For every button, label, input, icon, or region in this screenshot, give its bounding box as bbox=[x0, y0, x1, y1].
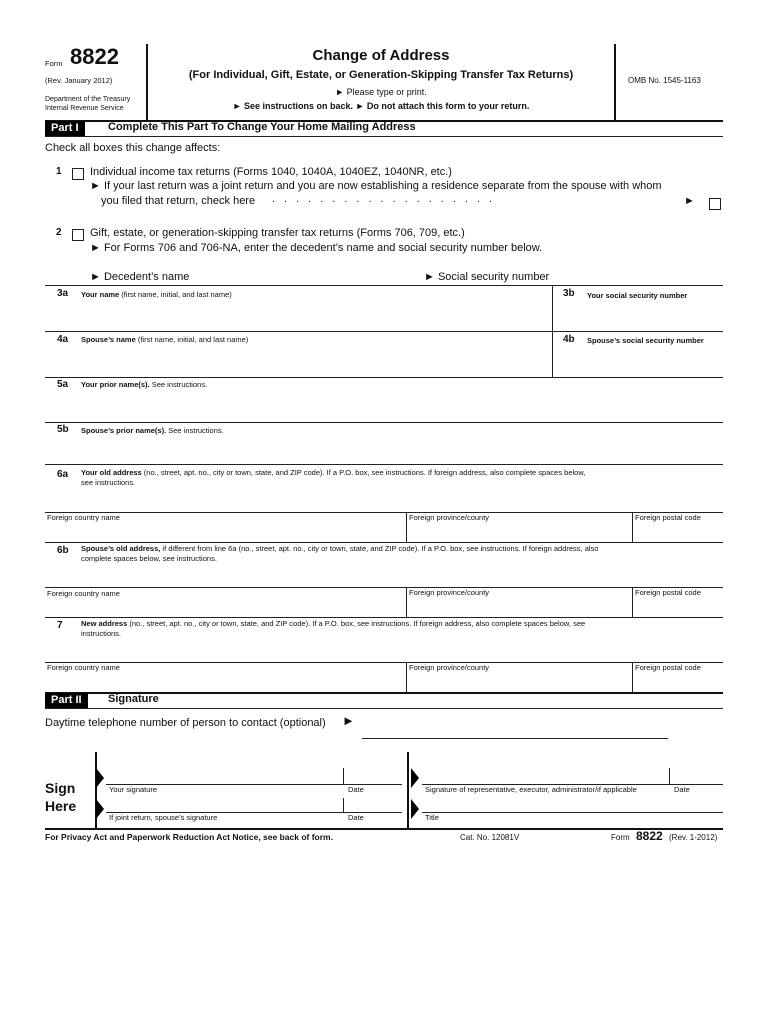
line2-decedent-note: ► For Forms 706 and 706-NA, enter the decedent’s name and social security number below. bbox=[90, 242, 543, 254]
line1-check-here: you filed that return, check here bbox=[101, 195, 256, 207]
new-foreign-country-field[interactable] bbox=[46, 673, 404, 691]
your-ssn-field[interactable] bbox=[556, 302, 722, 330]
foreign-province-label: Foreign province/county bbox=[409, 663, 490, 672]
spouse-foreign-postal-field[interactable] bbox=[634, 598, 722, 616]
line6a-number: 6a bbox=[57, 469, 69, 480]
agency-name: Internal Revenue Service bbox=[45, 105, 124, 112]
line5b-number: 5b bbox=[57, 424, 69, 435]
phone-label: Daytime telephone number of person to contact (optional) bbox=[45, 717, 326, 729]
line3a-number: 3a bbox=[57, 288, 69, 299]
footer-form-number: 8822 bbox=[636, 829, 663, 843]
line4b-label: Spouse’s social security number bbox=[587, 336, 704, 345]
line1-checkbox[interactable] bbox=[72, 168, 84, 180]
line7-label: New address (no., street, apt. no., city or town, state, and ZIP code). If a P.O. box, see instructions. If foreign address, also complete spaces below, see bbox=[81, 619, 586, 628]
sign-arrow-icon bbox=[411, 799, 419, 819]
joint-return-checkbox[interactable] bbox=[709, 198, 721, 210]
check-all-instruction: Check all boxes this change affects: bbox=[45, 142, 221, 154]
footer-form-word: Form bbox=[611, 833, 630, 842]
line7-number: 7 bbox=[57, 620, 63, 631]
line2-number: 2 bbox=[56, 227, 62, 238]
here-label: Here bbox=[45, 798, 77, 814]
omb-number: OMB No. 1545-1163 bbox=[628, 76, 701, 85]
line6a-label-cont: see instructions. bbox=[81, 478, 136, 487]
foreign-country-label: Foreign country name bbox=[47, 513, 120, 522]
line3b-number: 3b bbox=[563, 288, 575, 299]
part1-title: Complete This Part To Change Your Home Mailing Address bbox=[108, 121, 416, 133]
line6b-label: Spouse’s old address, if different from line 6a (no., street, apt. no., city or town, state, and ZIP code). If a P.O. box, see instructions. If foreign address, also bbox=[81, 544, 599, 553]
sign-arrow-icon bbox=[96, 768, 104, 788]
old-address-field[interactable] bbox=[80, 488, 720, 510]
title-field[interactable] bbox=[422, 798, 722, 812]
sign-label: Sign bbox=[45, 780, 76, 796]
type-or-print-note: ► Please type or print. bbox=[335, 87, 427, 97]
spouse-ssn-field[interactable] bbox=[556, 347, 722, 375]
form-subtitle: (For Individual, Gift, Estate, or Generation-Skipping Transfer Tax Returns) bbox=[188, 69, 574, 81]
old-foreign-province-field[interactable] bbox=[408, 523, 630, 541]
foreign-province-label: Foreign province/county bbox=[409, 513, 490, 522]
spouse-signature-label: If joint return, spouse’s signature bbox=[109, 813, 218, 822]
line7-label-cont: instructions. bbox=[81, 629, 122, 638]
new-foreign-postal-field[interactable] bbox=[634, 673, 722, 691]
spouse-signature-field[interactable] bbox=[106, 798, 340, 812]
privacy-notice: For Privacy Act and Paperwork Reduction Act Notice, see back of form. bbox=[45, 832, 333, 842]
line3b-label: Your social security number bbox=[587, 291, 688, 300]
line4b-number: 4b bbox=[563, 334, 575, 345]
form-title: Change of Address bbox=[312, 47, 450, 64]
old-foreign-country-field[interactable] bbox=[46, 523, 404, 541]
part1-tag: Part I bbox=[45, 121, 85, 136]
line5a-number: 5a bbox=[57, 379, 69, 390]
leader-dots: ................... bbox=[272, 193, 502, 205]
line6b-number: 6b bbox=[57, 545, 69, 556]
decedent-ssn-label: ► Social security number bbox=[424, 271, 550, 283]
phone-field[interactable] bbox=[362, 716, 668, 738]
line3a-label: Your name (first name, initial, and last name) bbox=[81, 290, 232, 299]
spouse-foreign-country-field[interactable] bbox=[46, 598, 404, 616]
footer-revision: (Rev. 1-2012) bbox=[669, 833, 718, 842]
spouse-name-field[interactable] bbox=[80, 345, 550, 375]
old-foreign-postal-field[interactable] bbox=[634, 523, 722, 541]
instructions-note: ► See instructions on back. ► Do not attach this form to your return. bbox=[232, 101, 530, 111]
department-name: Department of the Treasury bbox=[45, 96, 131, 103]
phone-arrow-icon: ► bbox=[342, 713, 355, 728]
line1-text: Individual income tax returns (Forms 1040, 1040A, 1040EZ, 1040NR, etc.) bbox=[90, 166, 452, 178]
form-word: Form bbox=[45, 59, 63, 68]
form-number: 8822 bbox=[70, 44, 119, 69]
representative-date-label: Date bbox=[674, 785, 690, 794]
line5a-label: Your prior name(s). See instructions. bbox=[81, 380, 208, 389]
spouse-foreign-province-field[interactable] bbox=[408, 598, 630, 616]
your-prior-name-field[interactable] bbox=[80, 390, 720, 420]
revision-date: (Rev. January 2012) bbox=[45, 76, 113, 85]
new-address-field[interactable] bbox=[80, 639, 720, 661]
spouse-old-address-field[interactable] bbox=[80, 564, 720, 586]
foreign-postal-label: Foreign postal code bbox=[635, 513, 701, 522]
foreign-postal-label: Foreign postal code bbox=[635, 588, 701, 597]
foreign-country-label: Foreign country name bbox=[47, 663, 120, 672]
line1-joint-note: ► If your last return was a joint return and you are now establishing a residence separate from the spouse with whom bbox=[90, 180, 662, 192]
your-name-field[interactable] bbox=[80, 300, 550, 330]
foreign-country-label: Foreign country name bbox=[47, 589, 120, 598]
your-signature-date-label: Date bbox=[348, 785, 364, 794]
representative-signature-field[interactable] bbox=[422, 768, 666, 784]
sign-arrow-icon bbox=[96, 799, 104, 819]
representative-signature-label: Signature of representative, executor, administrator/if applicable bbox=[425, 785, 637, 794]
title-label: Title bbox=[425, 813, 439, 822]
your-signature-label: Your signature bbox=[109, 785, 158, 794]
line1-arrow-icon: ► bbox=[684, 195, 695, 207]
line5b-label: Spouse’s prior name(s). See instructions. bbox=[81, 426, 224, 435]
part2-tag: Part II bbox=[45, 693, 88, 708]
foreign-postal-label: Foreign postal code bbox=[635, 663, 701, 672]
line1-number: 1 bbox=[56, 166, 62, 177]
catalog-number: Cat. No. 12081V bbox=[460, 833, 520, 842]
line2-text: Gift, estate, or generation-skipping transfer tax returns (Forms 706, 709, etc.) bbox=[90, 227, 465, 239]
your-signature-field[interactable] bbox=[106, 768, 340, 784]
line4a-number: 4a bbox=[57, 334, 69, 345]
line6a-label: Your old address (no., street, apt. no., city or town, state, and ZIP code). If a P.O. box, see instructions. If foreign address, also complete spaces below, bbox=[81, 468, 586, 477]
spouse-signature-date-label: Date bbox=[348, 813, 364, 822]
part2-title: Signature bbox=[108, 693, 159, 705]
foreign-province-label: Foreign province/county bbox=[409, 588, 490, 597]
spouse-prior-name-field[interactable] bbox=[80, 436, 720, 462]
sign-arrow-icon bbox=[411, 768, 419, 788]
line2-checkbox[interactable] bbox=[72, 229, 84, 241]
line4a-label: Spouse’s name (first name, initial, and last name) bbox=[81, 335, 249, 344]
new-foreign-province-field[interactable] bbox=[408, 673, 630, 691]
decedent-name-label: ► Decedent’s name bbox=[90, 271, 190, 283]
line6b-label-cont: complete spaces below, see instructions. bbox=[81, 554, 217, 563]
